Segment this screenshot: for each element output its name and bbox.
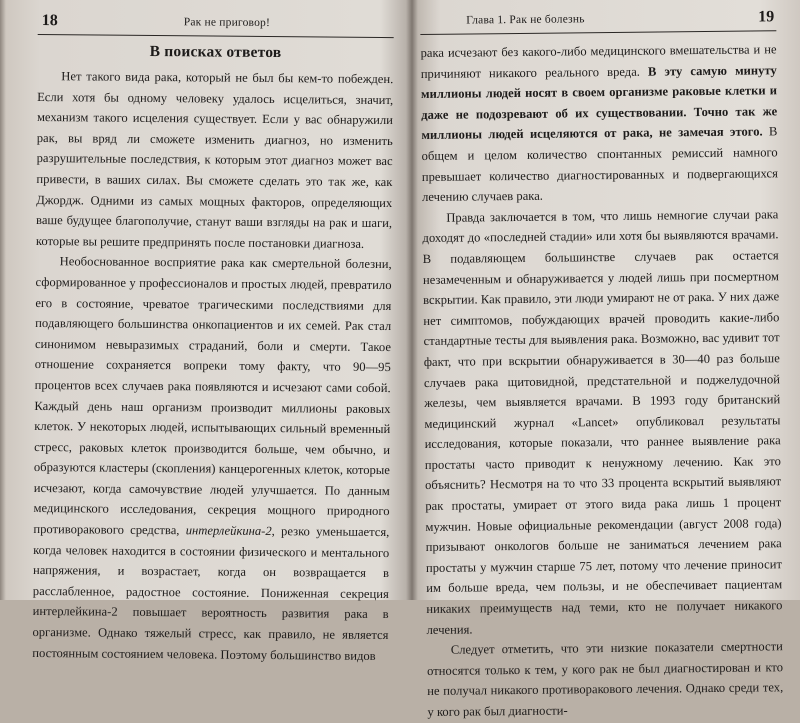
bold-passage: В эту самую минуту миллионы людей носят в своем организме раковые клетки и даже не подозревают об их существовании. Точно так же миллионы людей исцеляются от рака, не замечая этого. (420, 62, 778, 143)
text-run: Нет такого вида рака, который не был бы кем-то побежден. Если хотя бы одному человеку удалось исцелиться, значит, механизм такого исцеления существует. Если у вас обнаружили рак, вы вряд ли сможете изменить диагноз, но изменить разрушительные последствия, к которым этот диагноз может вас привести, в ваших силах. Вы сможете сделать это так же, как Джордж. Одними из самых мощных факторов, определяющих ваше будущее благополучие, станут ваши взгляды на рак и шаги, которые вы решите предпринять после постановки диагноза. (35, 69, 394, 251)
text-run: , резко уменьшается, когда человек находится в состоянии физического и ментального напряжения, и возрастает, когда он возвращается в расслабленное, радостное состояние. Пониженная секреция интерлейкина-2 повышает вероятность развития рака в организме. Однако тяжелый стресс, как правило, не является постоянным состоянием человека. Поэтому большинство видов (32, 524, 390, 663)
section-title: В поисках ответов (149, 42, 282, 62)
page-number: 19 (758, 8, 775, 26)
page-header (420, 6, 776, 35)
right-page (420, 0, 784, 719)
paragraph-continuation (420, 39, 778, 207)
running-head: Глава 1. Рак не болезнь (466, 13, 585, 27)
paragraph (427, 636, 784, 722)
text-run: рака исчезают без какого-либо медицинского вмешательства и не причиняют никакого реального вреда. (420, 42, 777, 81)
text-run: Правда заключается в том, что лишь немногие случаи рака доходят до «последней стадии» или хотя бы выявляются врачами. В подавляющем большинстве случаев рак остается незамеченным и обнаруживается у людей лишь при посмертном вскрытии. Как правило, эти люди умирают не от рака. У них даже нет симптомов, побуждающих врачей проводить какие-либо стандартные тесты для выявления рака. Возможно, вас удивит тот факт, что при вскрытии обнаруживается в 30—40 раз больше случаев рака щитовидной, предстательной и поджелудочной железы, чем выявляется врачами. В 1993 году британский медицинский журнал «Lancet» опубликовал результаты исследования, которые показали, что раннее выявление рака простаты часто приводит к ненужному лечению. Как это объяснить? Несмотря на то что 33 процента вскрытий выявляют рак простаты, умирает от этого вида рака лишь 1 процент мужчин. Новые официальные рекомендации (август 2008 года) призывают онкологов больше не заниматься лечением рака простаты у мужчин старше 75 лет, потому что лечение приносит им больше вреда, чем пользы, и не обеспечивает пациентам никаких преимуществ над теми, кто не получает никакого лечения. (422, 207, 783, 637)
running-head: Рак не приговор! (183, 16, 271, 30)
paragraph (422, 204, 783, 640)
page-number: 18 (41, 12, 58, 30)
text-run: В общем и целом количество спонтанных ремиссий намного превышает количество диагностированных и подвергающихся лечению случаев рака. (421, 124, 778, 205)
paragraph (36, 66, 394, 254)
text-run: Следует отметить, что эти низкие показатели смертности относятся только к тем, у кого рак не был диагностирован и кто не получал никакого противоракового лечения. Однако среди тех, у кого рак был диагности- (426, 639, 784, 719)
left-page (32, 0, 394, 663)
page-header (38, 10, 394, 38)
italic-term: интерлейкина-2 (185, 523, 272, 539)
page-body (420, 39, 783, 722)
page-body (32, 66, 393, 666)
paragraph (32, 251, 392, 666)
text-run: Необоснованное восприятие рака как смертельной болезни, сформированное у профессионалов и простых людей, превратило его в состояние, чреватое трагическими последствиями для подавляющего большинства онкопациентов и их семей. Рак стал синонимом невыразимых страданий, боли и смерти. Такое отношение сохраняется вопреки тому факту, что 90—95 процентов всех случаев рака появляются и исчезают сами собой. Каждый день наш организм производит миллионы раковых клеток. У некоторых людей, испытывающих сильный временный стресс, раковых клеток производится больше, чем обычно, и образуются кластеры (скопления) канцерогенных клеток, которые исчезают, когда самочувствие людей улучшается. По данным медицинского исследования, секреция мощного природного противоракового средства, (33, 254, 392, 538)
